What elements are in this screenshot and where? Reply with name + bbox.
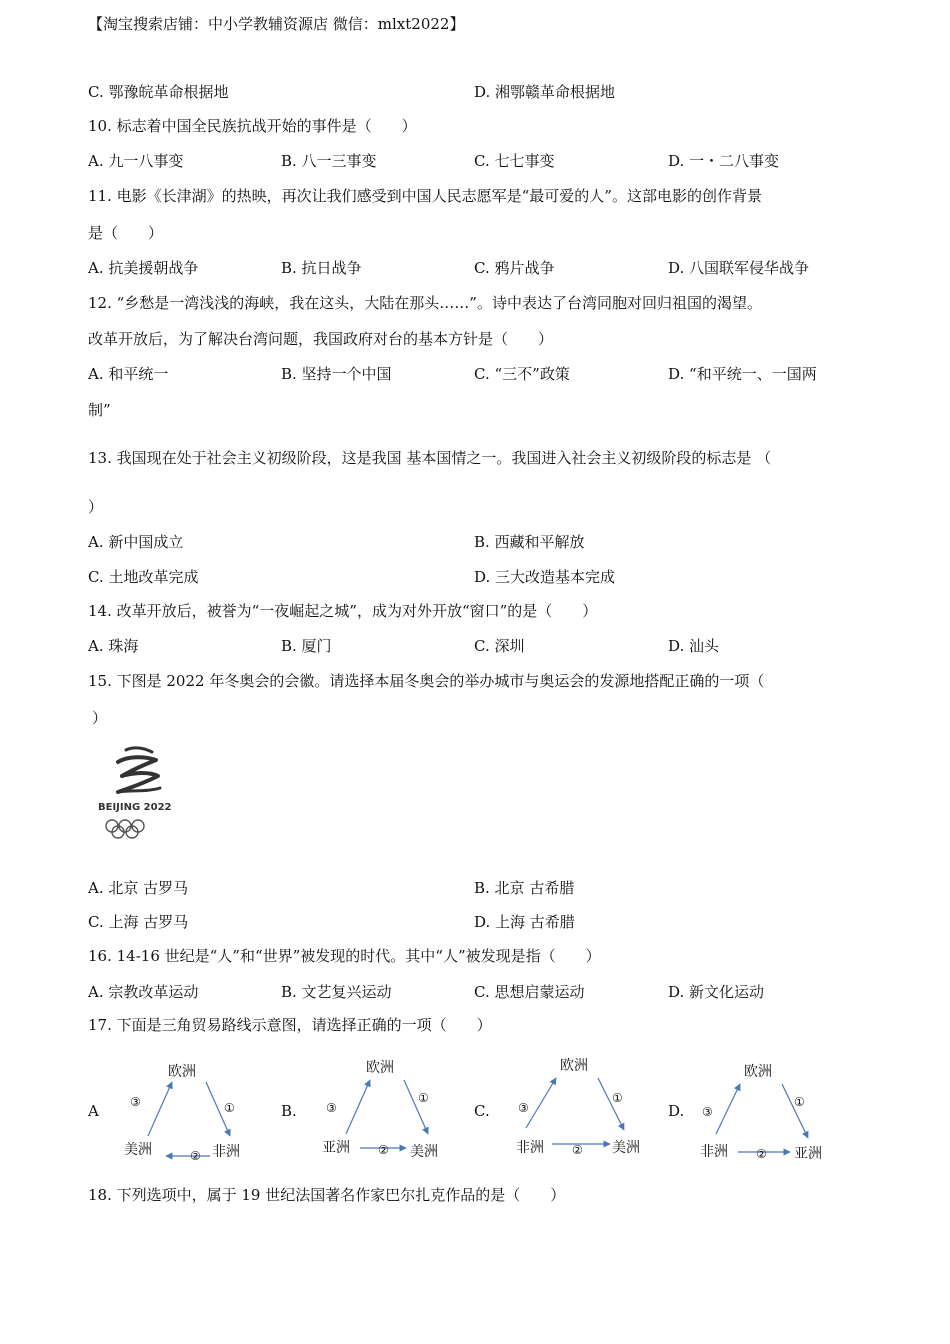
- q17-option-a-letter: A: [88, 1102, 99, 1120]
- diagram-a-route-2: ②: [190, 1149, 201, 1163]
- diagram-d-route-2: ②: [756, 1147, 767, 1161]
- diagram-d-route-3: ③: [702, 1105, 713, 1119]
- diagram-b-right-label: 美洲: [410, 1144, 438, 1160]
- q11-option-c: C. 鸦片战争: [474, 259, 555, 277]
- diagram-c-route-2: ②: [572, 1143, 583, 1157]
- q15-option-a: A. 北京 古罗马: [88, 879, 189, 897]
- emblem-text: BEIJING 2022: [98, 802, 172, 813]
- q17-diagram-d: [694, 1052, 874, 1170]
- q18-stem: 18. 下列选项中，属于 19 世纪法国著名作家巴尔扎克作品的是（ ）: [88, 1186, 566, 1204]
- q12-stem-line1: 12. “乡愁是一湾浅浅的海峡，我在这头，大陆在那头……”。诗中表达了台湾同胞对回归祖国的渴望。: [88, 294, 762, 312]
- q9-option-d: D. 湘鄂赣革命根据地: [474, 83, 616, 101]
- q13-option-d: D. 三大改造基本完成: [474, 568, 616, 586]
- diagram-b-left-label: 亚洲: [322, 1140, 350, 1156]
- q9-option-c: C. 鄂豫皖革命根据地: [88, 83, 229, 101]
- q13-stem-line1: 13. 我国现在处于社会主义初级阶段，这是我国 基本国情之一。我国进入社会主义初级阶段的标志是 （: [88, 449, 772, 467]
- q13-option-c: C. 土地改革完成: [88, 568, 199, 586]
- diagram-d-top-label: 欧洲: [744, 1064, 772, 1080]
- diagram-c-route-1: ①: [612, 1091, 623, 1105]
- q14-option-d: D. 汕头: [668, 637, 720, 655]
- q12-stem-line2: 改革开放后，为了解决台湾问题，我国政府对台的基本方针是（ ）: [88, 330, 554, 348]
- q12-option-d-line2: 制”: [88, 401, 111, 419]
- q15-stem-line1: 15. 下图是 2022 年冬奥会的会徽。请选择本届冬奥会的举办城市与奥运会的发源地搭配正确的一项（: [88, 672, 765, 690]
- diagram-a-left-label: 美洲: [124, 1142, 152, 1158]
- q11-stem-line2: 是（ ）: [88, 224, 164, 242]
- q17-option-c-letter: C.: [474, 1102, 490, 1120]
- q10-stem: 10. 标志着中国全民族抗战开始的事件是（ ）: [88, 117, 417, 135]
- q13-stem-line2: ）: [88, 498, 104, 516]
- diagram-a-right-label: 非洲: [212, 1144, 240, 1160]
- diagram-a-route-1: ①: [224, 1101, 235, 1115]
- diagram-b-route-3: ③: [326, 1101, 337, 1115]
- q15-stem-line2: ）: [92, 709, 108, 727]
- q12-option-c: C. “三不”政策: [474, 365, 570, 383]
- q17-option-d-letter: D.: [668, 1102, 685, 1120]
- diagram-b-route-2: ②: [378, 1143, 389, 1157]
- diagram-d-route-1: ①: [794, 1095, 805, 1109]
- q11-option-d: D. 八国联军侵华战争: [668, 259, 810, 277]
- q14-option-a: A. 珠海: [88, 637, 139, 655]
- page-header: 【淘宝搜索店铺：中小学教辅资源店 微信：mlxt2022】: [88, 15, 465, 33]
- q17-diagram-b: [310, 1052, 490, 1170]
- q15-option-d: D. 上海 古希腊: [474, 913, 575, 931]
- diagram-c-top-label: 欧洲: [560, 1058, 588, 1074]
- q16-option-c: C. 思想启蒙运动: [474, 983, 585, 1001]
- diagram-a-route-3: ③: [130, 1095, 141, 1109]
- q13-option-a: A. 新中国成立: [88, 533, 184, 551]
- q17-diagram-c: [504, 1052, 684, 1170]
- diagram-c-left-label: 非洲: [516, 1140, 544, 1156]
- diagram-c-route-3: ③: [518, 1101, 529, 1115]
- q16-option-a: A. 宗教改革运动: [88, 983, 199, 1001]
- q12-option-a: A. 和平统一: [88, 365, 169, 383]
- q14-stem: 14. 改革开放后，被誉为“一夜崛起之城”，成为对外开放“窗口”的是（ ）: [88, 602, 598, 620]
- q15-option-c: C. 上海 古罗马: [88, 913, 189, 931]
- q16-option-d: D. 新文化运动: [668, 983, 765, 1001]
- beijing-2022-emblem: [96, 742, 180, 842]
- diagram-d-right-label: 亚洲: [794, 1146, 822, 1162]
- q16-option-b: B. 文艺复兴运动: [281, 983, 392, 1001]
- q10-option-a: A. 九一八事变: [88, 152, 184, 170]
- q10-option-d: D. 一・二八事变: [668, 152, 780, 170]
- q16-stem: 16. 14-16 世纪是“人”和“世界”被发现的时代。其中“人”被发现是指（ ）: [88, 947, 601, 965]
- q14-option-b: B. 厦门: [281, 637, 332, 655]
- q13-option-b: B. 西藏和平解放: [474, 533, 585, 551]
- diagram-d-left-label: 非洲: [700, 1144, 728, 1160]
- q17-option-b-letter: B.: [281, 1102, 297, 1120]
- q12-option-b: B. 坚持一个中国: [281, 365, 392, 383]
- q17-diagram-a: [112, 1052, 292, 1170]
- diagram-b-top-label: 欧洲: [366, 1060, 394, 1076]
- diagram-a-top-label: 欧洲: [168, 1064, 196, 1080]
- diagram-c-right-label: 美洲: [612, 1140, 640, 1156]
- diagram-b-route-1: ①: [418, 1091, 429, 1105]
- q11-option-a: A. 抗美援朝战争: [88, 259, 199, 277]
- q14-option-c: C. 深圳: [474, 637, 525, 655]
- q10-option-c: C. 七七事变: [474, 152, 555, 170]
- q12-option-d-line1: D. “和平统一、一国两: [668, 365, 817, 383]
- q11-option-b: B. 抗日战争: [281, 259, 362, 277]
- q10-option-b: B. 八一三事变: [281, 152, 377, 170]
- q15-option-b: B. 北京 古希腊: [474, 879, 575, 897]
- q11-stem-line1: 11. 电影《长津湖》的热映，再次让我们感受到中国人民志愿军是“最可爱的人”。这部电影的创作背景: [88, 187, 762, 205]
- q17-stem: 17. 下面是三角贸易路线示意图，请选择正确的一项（ ）: [88, 1016, 492, 1034]
